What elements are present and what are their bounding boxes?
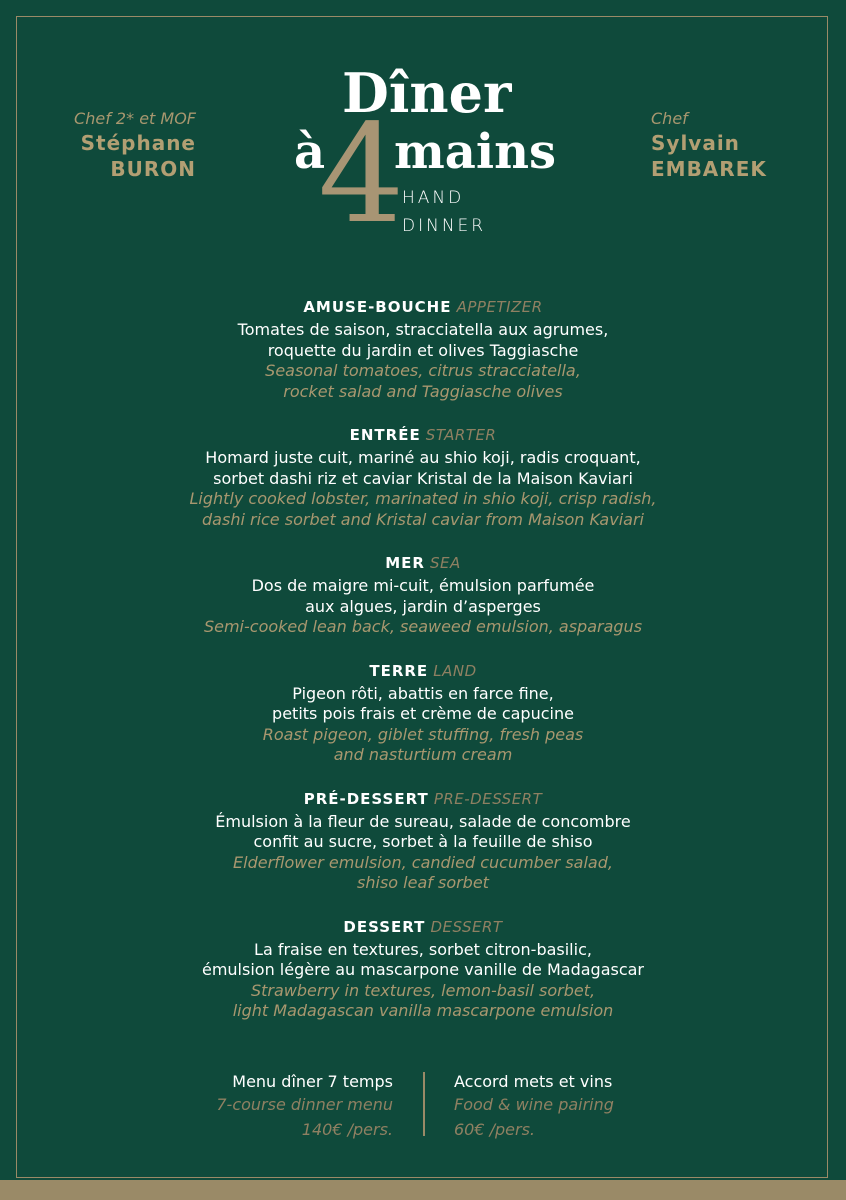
logo-hand-word: HAND bbox=[402, 188, 465, 208]
chef-right-last-name: EMBAREK bbox=[651, 157, 767, 181]
price-label-fr: Menu dîner 7 temps bbox=[232, 1072, 393, 1091]
price-wine-pairing bbox=[454, 1070, 614, 1141]
event-logo bbox=[290, 60, 560, 254]
price-dinner-menu bbox=[216, 1070, 393, 1141]
course-terre bbox=[0, 660, 846, 766]
dish-description-en: Roast pigeon, giblet stuffing, fresh peas bbox=[262, 724, 584, 744]
chef-right-role: Chef bbox=[651, 109, 688, 128]
course-title-fr: AMUSE-BOUCHE bbox=[303, 298, 452, 316]
dish-description-en: Lightly cooked lobster, marinated in shio koji, crisp radish, bbox=[189, 489, 657, 508]
bottom-gold-band bbox=[0, 1180, 846, 1200]
logo-mains-word: mains bbox=[394, 124, 557, 180]
dish-description-fr: confit au sucre, sorbet à la feuille de shiso bbox=[253, 832, 593, 851]
course-title-fr: PRÉ-DESSERT bbox=[303, 789, 429, 808]
course-pre-dessert bbox=[0, 788, 846, 894]
dish-description-en: dashi rice sorbet and Kristal caviar from Maison Kaviari bbox=[202, 509, 644, 529]
course-title-fr: TERRE bbox=[369, 661, 429, 680]
logo-a-word: à bbox=[294, 124, 326, 180]
dish-description-fr: Émulsion à la fleur de sureau, salade de concombre bbox=[215, 811, 631, 831]
course-title bbox=[0, 916, 846, 938]
course-title bbox=[0, 296, 846, 318]
course-amuse-bouche bbox=[0, 296, 846, 402]
dish-description-fr: Pigeon rôti, abattis en farce fine, bbox=[292, 683, 554, 703]
chef-left-first-name: Stéphane bbox=[80, 131, 196, 155]
price-value: 140€ /pers. bbox=[301, 1120, 393, 1139]
price-value: 60€ /pers. bbox=[454, 1120, 536, 1139]
course-dessert bbox=[0, 916, 846, 1022]
course-title bbox=[0, 788, 846, 810]
dish-description-fr: roquette du jardin et olives Taggiasche bbox=[267, 340, 579, 360]
logo-dinner-word: DINNER bbox=[402, 216, 487, 236]
course-title-fr: ENTRÉE bbox=[349, 426, 421, 444]
logo-number-four: 4 bbox=[318, 96, 405, 254]
dish-description-en: shiso leaf sorbet bbox=[357, 873, 489, 892]
price-label-fr: Accord mets et vins bbox=[454, 1072, 613, 1091]
pricing-divider bbox=[423, 1072, 425, 1136]
dish-description-en: Strawberry in textures, lemon-basil sorbet, bbox=[250, 980, 596, 1000]
dish-description-fr: aux algues, jardin d’asperges bbox=[305, 596, 541, 616]
course-title-en: APPETIZER bbox=[456, 298, 543, 316]
course-title-fr: MER bbox=[385, 554, 425, 572]
dish-description-fr: Tomates de saison, stracciatella aux agrumes, bbox=[237, 320, 609, 339]
dish-description-en: Elderflower emulsion, candied cucumber salad, bbox=[233, 852, 613, 872]
price-label-en: 7-course dinner menu bbox=[216, 1095, 393, 1114]
dish-description-fr: La fraise en textures, sorbet citron-basilic, bbox=[254, 939, 592, 959]
course-title-en: PRE-DESSERT bbox=[433, 789, 543, 808]
dish-description-en: light Madagascan vanilla mascarpone emulsion bbox=[232, 1001, 614, 1020]
dish-description-fr: émulsion légère au mascarpone vanille de Madagascar bbox=[201, 960, 645, 979]
dish-description-fr: Homard juste cuit, mariné au shio koji, radis croquant, bbox=[205, 448, 641, 467]
course-title-en: SEA bbox=[430, 554, 461, 572]
dish-description-fr: Dos de maigre mi-cuit, émulsion parfumée bbox=[251, 576, 595, 595]
chef-left-role: Chef 2* et MOF bbox=[74, 109, 196, 128]
course-title-en: STARTER bbox=[425, 426, 497, 444]
course-title bbox=[0, 424, 846, 446]
price-label-en: Food & wine pairing bbox=[454, 1095, 614, 1114]
logo-diner-word: Dîner bbox=[342, 61, 512, 125]
chef-right-credit bbox=[651, 108, 767, 182]
dish-description-en: Semi-cooked lean back, seaweed emulsion, asparagus bbox=[203, 617, 643, 636]
course-entree bbox=[0, 424, 846, 530]
dish-description-en: rocket salad and Taggiasche olives bbox=[283, 381, 563, 401]
course-title-en: DESSERT bbox=[430, 917, 503, 936]
dish-description-en: and nasturtium cream bbox=[333, 745, 513, 764]
chef-left-credit bbox=[74, 108, 196, 182]
dish-description-fr: sorbet dashi riz et caviar Kristal de la Maison Kaviari bbox=[213, 468, 633, 488]
menu-courses bbox=[0, 296, 846, 1044]
course-title-fr: DESSERT bbox=[343, 917, 426, 936]
course-title bbox=[0, 552, 846, 574]
pricing-section bbox=[0, 1068, 846, 1148]
course-mer bbox=[0, 552, 846, 638]
chef-left-last-name: BURON bbox=[110, 157, 196, 181]
dish-description-fr: petits pois frais et crème de capucine bbox=[272, 704, 574, 723]
course-title-en: LAND bbox=[433, 661, 477, 680]
chef-right-first-name: Sylvain bbox=[651, 131, 740, 155]
dish-description-en: Seasonal tomatoes, citrus stracciatella, bbox=[265, 361, 581, 380]
course-title bbox=[0, 660, 846, 682]
